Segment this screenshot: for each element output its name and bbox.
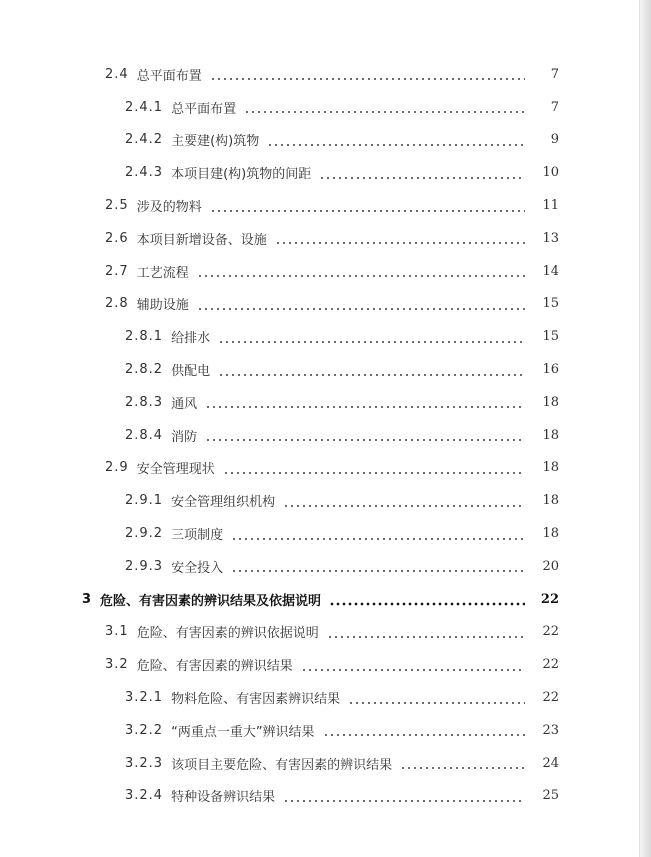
toc-entry-title: 三项制度 [171,528,224,544]
toc-chapter-entry[interactable] [0,583,651,616]
toc-entry-title: 主要建(构)筑物 [171,134,260,150]
toc-entry-page: 20 [542,558,559,574]
toc-entry-number: 2.8.4 [125,427,164,443]
toc-entry-number: 2.5 [105,198,129,214]
toc-entry-number: 2.8.2 [125,362,164,378]
toc-entry-page: 7 [550,99,559,115]
toc-entry-number: 3.2.3 [125,755,164,771]
dot-leader [244,108,525,116]
toc-entry-number: 3.2.4 [125,788,164,804]
toc-entry[interactable] [0,616,651,649]
dot-leader [267,141,525,149]
toc-entry-page: 22 [542,657,559,673]
toc-entry-title: 安全投入 [171,560,224,576]
toc-entry-page: 18 [542,493,559,509]
toc-entry-title: “两重点一重大”辨识结果 [171,724,315,740]
toc-entry-page: 16 [542,362,559,378]
dot-leader [210,75,525,83]
dot-leader [210,207,525,215]
dot-leader [275,239,525,247]
toc-entry[interactable] [0,517,651,550]
toc-entry-page: 7 [550,66,559,82]
toc-entry-number: 2.9 [105,460,129,476]
toc-entry-title: 安全管理现状 [136,462,215,478]
dot-leader [329,600,525,608]
toc-entry-title: 危险、有害因素的辨识结果及依据说明 [100,593,322,609]
dot-leader [348,699,525,707]
toc-entry-number: 3.2.2 [125,722,164,738]
toc-entry[interactable] [0,58,651,91]
toc-entry-title: 物料危险、有害因素辨识结果 [171,692,341,708]
toc-entry[interactable] [0,550,651,583]
toc-entry-page: 10 [542,165,559,181]
toc-entry-page: 9 [550,132,559,148]
table-of-contents [0,58,651,812]
dot-leader [319,174,525,182]
toc-entry[interactable] [0,124,651,157]
toc-entry-page: 23 [542,722,559,738]
dot-leader [197,272,525,280]
toc-entry[interactable] [0,452,651,485]
toc-entry-number: 2.4.3 [125,165,164,181]
toc-entry-page: 13 [542,230,559,246]
toc-entry-number: 2.8.3 [125,394,164,410]
dot-leader [283,502,525,510]
toc-entry-page: 14 [542,263,559,279]
toc-entry[interactable] [0,91,651,124]
dot-leader [205,403,525,411]
toc-entry-title: 本项目新增设备、设施 [136,232,267,248]
toc-entry[interactable] [0,222,651,255]
toc-entry-page: 25 [542,788,559,804]
toc-entry-number: 3.1 [105,624,129,640]
toc-entry-page: 22 [542,624,559,640]
toc-entry[interactable] [0,681,651,714]
toc-entry-number: 2.8.1 [125,329,164,345]
dot-leader [205,436,525,444]
toc-entry[interactable] [0,288,651,321]
dot-leader [218,371,525,379]
toc-entry-number: 2.9.3 [125,558,164,574]
toc-entry-number: 3.2 [105,657,129,673]
toc-entry-title: 危险、有害因素的辨识结果 [136,659,293,675]
toc-entry-number: 3.2.1 [125,690,164,706]
toc-entry-title: 给排水 [171,331,211,347]
dot-leader [327,633,525,641]
dot-leader [218,338,525,346]
toc-entry-number: 3 [82,591,93,607]
dot-leader [223,469,525,477]
toc-entry-title: 总平面布置 [171,101,237,117]
toc-entry-number: 2.4.1 [125,99,164,115]
toc-entry[interactable] [0,780,651,813]
toc-entry[interactable] [0,255,651,288]
toc-entry-number: 2.9.1 [125,493,164,509]
toc-entry[interactable] [0,156,651,189]
toc-entry[interactable] [0,320,651,353]
toc-entry[interactable] [0,189,651,222]
dot-leader [231,535,525,543]
toc-entry[interactable] [0,353,651,386]
toc-entry[interactable] [0,747,651,780]
toc-entry-number: 2.8 [105,296,129,312]
toc-entry-title: 危险、有害因素的辨识依据说明 [136,626,319,642]
toc-entry[interactable] [0,484,651,517]
toc-entry-title: 该项目主要危险、有害因素的辨识结果 [171,757,393,773]
toc-entry-page: 18 [542,394,559,410]
toc-entry-title: 特种设备辨识结果 [171,790,276,806]
toc-entry-page: 22 [540,591,559,607]
dot-leader [323,731,525,739]
dot-leader [197,305,525,313]
toc-entry[interactable] [0,419,651,452]
toc-entry-title: 辅助设施 [136,298,189,314]
toc-entry-number: 2.4.2 [125,132,164,148]
toc-entry-title: 供配电 [171,364,211,380]
dot-leader [231,567,525,575]
toc-entry-number: 2.6 [105,230,129,246]
toc-entry[interactable] [0,714,651,747]
toc-entry-page: 18 [542,460,559,476]
toc-entry-title: 本项目建(构)筑物的间距 [171,167,312,183]
toc-entry-page: 15 [542,329,559,345]
toc-entry-title: 涉及的物料 [136,200,202,216]
dot-leader [283,797,525,805]
dot-leader [400,764,525,772]
toc-entry-page: 15 [542,296,559,312]
toc-entry-number: 2.7 [105,263,129,279]
dot-leader [301,666,525,674]
toc-entry-title: 通风 [171,396,198,412]
toc-entry[interactable] [0,648,651,681]
toc-entry-page: 22 [542,690,559,706]
toc-entry-page: 11 [542,198,559,214]
page-edge-shadow [639,0,651,857]
toc-entry-number: 2.4 [105,66,129,82]
toc-entry[interactable] [0,386,651,419]
toc-entry-number: 2.9.2 [125,526,164,542]
toc-entry-title: 工艺流程 [136,265,189,281]
toc-entry-title: 安全管理组织机构 [171,495,276,511]
toc-entry-title: 总平面布置 [136,68,202,84]
toc-entry-page: 18 [542,526,559,542]
toc-entry-page: 18 [542,427,559,443]
toc-entry-title: 消防 [171,429,198,445]
toc-entry-page: 24 [542,755,559,771]
